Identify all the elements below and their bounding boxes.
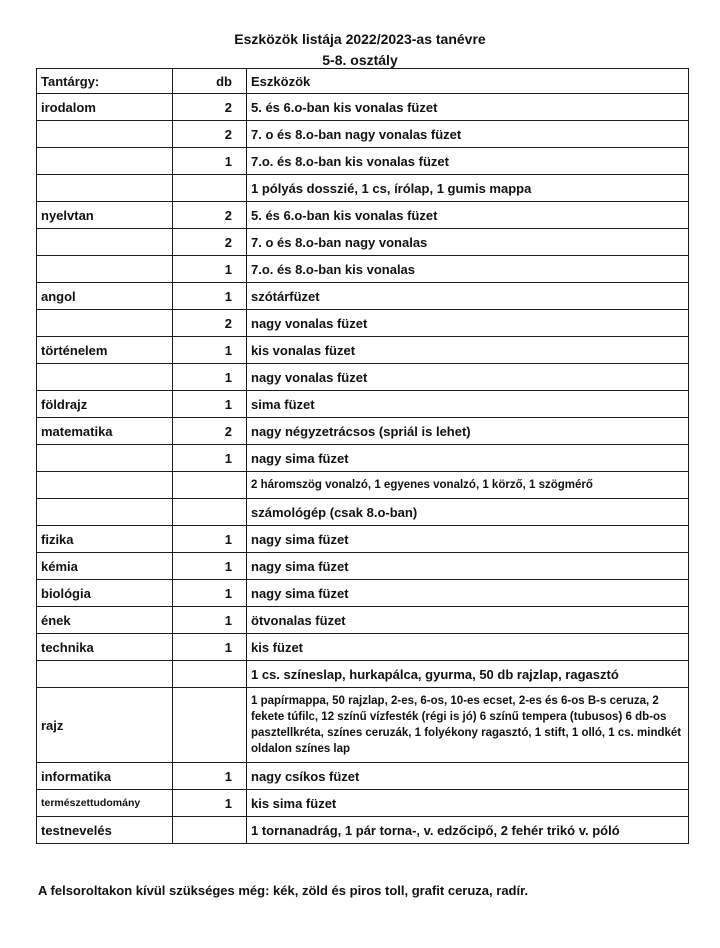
- table-row: [37, 391, 689, 418]
- table-row: [37, 790, 689, 817]
- items-cell: kis sima füzet: [247, 790, 689, 817]
- db-cell: 2: [173, 121, 247, 148]
- db-cell: [173, 472, 247, 499]
- db-cell: 2: [173, 94, 247, 121]
- db-cell: 2: [173, 418, 247, 445]
- table-header-row: [37, 69, 689, 94]
- table-row: [37, 283, 689, 310]
- items-cell: 1 cs. színeslap, hurkapálca, gyurma, 50 db rajzlap, ragasztó: [247, 661, 689, 688]
- db-cell: 1: [173, 391, 247, 418]
- db-cell: 1: [173, 790, 247, 817]
- table-row: [37, 472, 689, 499]
- db-cell: 1: [173, 580, 247, 607]
- items-cell: nagy vonalas füzet: [247, 310, 689, 337]
- subject-cell: biológia: [37, 580, 173, 607]
- db-cell: [173, 688, 247, 763]
- items-cell: nagy négyzetrácsos (spriál is lehet): [247, 418, 689, 445]
- items-cell: 2 háromszög vonalzó, 1 egyenes vonalzó, 1 körző, 1 szögmérő: [247, 472, 689, 499]
- header-items: Eszközök: [247, 69, 689, 94]
- db-cell: 2: [173, 229, 247, 256]
- table-row: [37, 634, 689, 661]
- subject-cell: [37, 472, 173, 499]
- items-cell: nagy sima füzet: [247, 445, 689, 472]
- table-row: [37, 121, 689, 148]
- subject-cell: [37, 148, 173, 175]
- db-cell: [173, 175, 247, 202]
- subject-cell: [37, 175, 173, 202]
- items-cell: nagy csíkos füzet: [247, 763, 689, 790]
- table-row: [37, 337, 689, 364]
- db-cell: 1: [173, 148, 247, 175]
- items-cell: ötvonalas füzet: [247, 607, 689, 634]
- subject-cell: [37, 256, 173, 283]
- subject-cell: természettudomány: [37, 790, 173, 817]
- table-row: [37, 175, 689, 202]
- items-cell: kis füzet: [247, 634, 689, 661]
- subject-cell: testnevelés: [37, 817, 173, 844]
- subject-cell: történelem: [37, 337, 173, 364]
- db-cell: 1: [173, 634, 247, 661]
- table-row: [37, 526, 689, 553]
- table-row: [37, 661, 689, 688]
- table-row: [37, 817, 689, 844]
- subject-cell: irodalom: [37, 94, 173, 121]
- table-row: [37, 499, 689, 526]
- table-row: [37, 688, 689, 763]
- items-cell: nagy sima füzet: [247, 526, 689, 553]
- items-cell: nagy sima füzet: [247, 553, 689, 580]
- table-row: [37, 310, 689, 337]
- db-cell: 1: [173, 763, 247, 790]
- subject-cell: [37, 499, 173, 526]
- subject-cell: fizika: [37, 526, 173, 553]
- document-title: Eszközök listája 2022/2023-as tanévre: [234, 31, 486, 47]
- subject-cell: [37, 310, 173, 337]
- table-row: [37, 94, 689, 121]
- subject-cell: [37, 445, 173, 472]
- table-row: [37, 229, 689, 256]
- table-row: [37, 580, 689, 607]
- subject-cell: ének: [37, 607, 173, 634]
- db-cell: 2: [173, 202, 247, 229]
- items-cell: nagy sima füzet: [247, 580, 689, 607]
- items-cell: 5. és 6.o-ban kis vonalas füzet: [247, 94, 689, 121]
- items-cell: 7.o. és 8.o-ban kis vonalas: [247, 256, 689, 283]
- subject-cell: [37, 121, 173, 148]
- document-subtitle: 5-8. osztály: [322, 52, 398, 68]
- items-cell: 1 tornanadrág, 1 pár torna-, v. edzőcipő, 2 fehér trikó v. póló: [247, 817, 689, 844]
- items-cell: sima füzet: [247, 391, 689, 418]
- subject-cell: rajz: [37, 688, 173, 763]
- subject-cell: [37, 364, 173, 391]
- table-row: [37, 418, 689, 445]
- subject-cell: nyelvtan: [37, 202, 173, 229]
- db-cell: [173, 499, 247, 526]
- db-cell: [173, 817, 247, 844]
- items-cell: 1 papírmappa, 50 rajzlap, 2-es, 6-os, 10-es ecset, 2-es és 6-os B-s ceruza, 2 fekete túfilc, 12 színű vízfesték (régi is jó) 6 színű tempera (tubusos) 6 db-os pasztellkréta, színes ceruzák, 1 folyékony ragasztó, 1 stift, 1 olló, 1 cs. mindkét oldalon színes lap: [247, 688, 689, 763]
- db-cell: 1: [173, 256, 247, 283]
- items-cell: szótárfüzet: [247, 283, 689, 310]
- items-cell: kis vonalas füzet: [247, 337, 689, 364]
- table-row: [37, 256, 689, 283]
- subject-cell: technika: [37, 634, 173, 661]
- items-cell: 5. és 6.o-ban kis vonalas füzet: [247, 202, 689, 229]
- db-cell: 1: [173, 445, 247, 472]
- items-cell: számológép (csak 8.o-ban): [247, 499, 689, 526]
- db-cell: [173, 661, 247, 688]
- db-cell: 1: [173, 607, 247, 634]
- table-row: [37, 553, 689, 580]
- table-row: [37, 607, 689, 634]
- db-cell: 1: [173, 364, 247, 391]
- subject-cell: földrajz: [37, 391, 173, 418]
- subject-cell: kémia: [37, 553, 173, 580]
- table-row: [37, 364, 689, 391]
- items-cell: 7. o és 8.o-ban nagy vonalas füzet: [247, 121, 689, 148]
- subject-cell: informatika: [37, 763, 173, 790]
- table-row: [37, 202, 689, 229]
- items-cell: 7. o és 8.o-ban nagy vonalas: [247, 229, 689, 256]
- supplies-table: [36, 68, 689, 844]
- items-cell: 1 pólyás dosszié, 1 cs, írólap, 1 gumis mappa: [247, 175, 689, 202]
- db-cell: 2: [173, 310, 247, 337]
- db-cell: 1: [173, 526, 247, 553]
- items-cell: nagy vonalas füzet: [247, 364, 689, 391]
- table-row: [37, 445, 689, 472]
- table-row: [37, 763, 689, 790]
- subject-cell: matematika: [37, 418, 173, 445]
- db-cell: 1: [173, 283, 247, 310]
- db-cell: 1: [173, 337, 247, 364]
- subject-cell: [37, 229, 173, 256]
- header-db: db: [173, 69, 247, 94]
- db-cell: 1: [173, 553, 247, 580]
- footer-note: A felsoroltakon kívül szükséges még: kék, zöld és piros toll, grafit ceruza, radír.: [38, 883, 529, 898]
- subject-cell: angol: [37, 283, 173, 310]
- table-row: [37, 148, 689, 175]
- header-subject: Tantárgy:: [37, 69, 173, 94]
- items-cell: 7.o. és 8.o-ban kis vonalas füzet: [247, 148, 689, 175]
- subject-cell: [37, 661, 173, 688]
